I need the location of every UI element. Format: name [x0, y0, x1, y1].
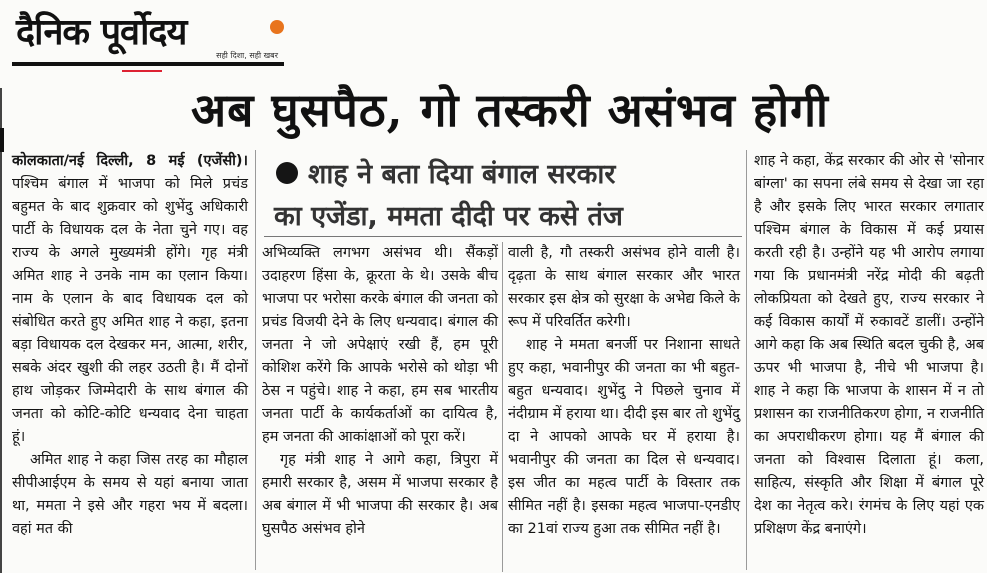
article-paragraph: शाह ने कहा, केंद्र सरकार की ओर से 'सोनार बांग्ला' का सपना लंबे समय से देखा जा रहा है और इसके लिए भारत सरकार लगातार पश्चिम बंगाल के विकास में कई प्रयास करती रही है। उन्होंने यह भी आरोप लगाया गया कि प्रधानमंत्री नरेंद्र मोदी की बढ़ती लोकप्रियता को देखते हुए, राज्य सरकार ने कई विकास कार्यों में रुकावटें डालीं। उन्होंने आगे कहा कि अब स्थिति बदल चुकी है, अब ऊपर भी भाजपा है, नीचे भी भाजपा है। शाह ने कहा कि भाजपा के शासन में न तो प्रशासन का राजनीतिकरण होगा, न राजनीति का अपराधीकरण होगा। यह मैं बंगाल की जनता को विश्वास दिलाता हूं। कला, साहित्य, संस्कृति और शिक्षा में बंगाल पूरे देश का नेतृत्व करे। रंगमंच के लिए यहां एक प्रशिक्षण केंद्र बनाएंगे।	[754, 153, 984, 537]
subheadline-divider	[264, 236, 742, 237]
column-divider	[255, 150, 256, 570]
article-paragraph	[12, 150, 248, 449]
article-column-3	[508, 242, 740, 541]
masthead-rule	[12, 62, 284, 66]
article-paragraph: गृह मंत्री शाह ने आगे कहा, त्रिपुरा में हमारी सरकार है, असम में भाजपा सरकार है अब बंगाल में भी भाजपा की सरकार है। अब घुसपैठ असंभव होने	[262, 452, 498, 537]
subheadline-line-1: शाह ने बता दिया बंगाल सरकार	[308, 159, 616, 190]
article-paragraph: शाह ने ममता बनर्जी पर निशाना साधते हुए कहा, भवानीपुर की जनता का भी बहुत-बहुत धन्यवाद। शुभेंदु ने पिछले चुनाव में नंदीग्राम में हराया था। दीदी इस बार तो शुभेंदु दा ने आपको आपके घर में हराया है। भवानीपुर की जनता का दिल से धन्यवाद। इस जीत का महत्व पार्टी के विस्तार तक सीमित नहीं है। इसका महत्व भाजपा-एनडीए का 21वां राज्य हुआ तक सीमित नहीं है।	[508, 337, 740, 537]
newspaper-logo: दैनिक पूर्वोदय	[16, 12, 187, 53]
article-paragraph: अमित शाह ने कहा जिस तरह का मौहाल सीपीआईएम के समय से यहां बनाया जाता था, ममता ने इसे और गहरा भय में बदला। वहां मत की	[12, 452, 248, 537]
bullet-icon	[276, 162, 298, 184]
article-paragraph: अभिव्यक्ति लगभग असंभव थी। सैंकड़ों उदाहरण हिंसा के, क्रूरता के थे। उसके बीच भाजपा पर भरोसा करके बंगाल की जनता को प्रचंड विजयी देने के लिए धन्यवाद। बंगाल की जनता ने जो अपेक्षाएं रखी हैं, हम पूरी कोशिश करेंगे कि आपके भरोसे को थोड़ा भी ठेस न पहुंचे। शाह ने कहा, हम सब भारतीय जनता पार्टी के कार्यकर्ताओं का दायित्व है, हम जनता की आकांक्षाओं को पूरा करें।	[262, 245, 498, 445]
logo-sun-dot	[270, 20, 284, 34]
article-column-1	[12, 150, 248, 541]
article-headline: अब घुसपैठ, गो तस्करी असंभव होगी	[191, 83, 829, 137]
column-divider	[746, 150, 747, 570]
subheadline-line-2: का एजेंडा, ममता दीदी पर कसे तंज	[274, 201, 623, 232]
paragraph-text: पश्चिम बंगाल में भाजपा को मिले प्रचंड बहुमत के बाद शुक्रवार को शुभेंदु अधिकारी पार्टी के विधायक दल के नेता चुने गए। वह राज्य के अगले मुख्यमंत्री होंगे। गृह मंत्री अमित शाह ने उनके नाम का एलान किया। नाम के एलान के बाद विधायक दल को संबोधित करते हुए अमित शाह ने कहा, इतना बड़ा विधायक दल देखकर मन, आत्मा, शरीर, सबके अंदर खुशी की लहर उठती है। मैं दोनों हाथ जोड़कर जिम्मेदारी के साथ बंगाल की जनता को कोटि-कोटि धन्यवाद देना चाहता हूं।	[12, 176, 248, 445]
article-column-4	[754, 150, 984, 541]
page-edge-rule	[0, 88, 2, 573]
article-paragraph: वाली है, गौ तस्करी असंभव होने वाली है। दृढ़ता के साथ बंगाल सरकार और भारत सरकार इस क्षेत्र को सुरक्षा के अभेद्य किले के रूप में परिवर्तित करेगी।	[508, 245, 740, 330]
masthead-accent-rule	[122, 70, 162, 72]
masthead	[12, 6, 284, 68]
newspaper-tagline: सही दिशा, सही खबर	[216, 51, 278, 60]
subheadline-box	[264, 152, 742, 236]
article-column-2	[262, 242, 498, 541]
column-divider	[502, 242, 503, 572]
dateline: कोलकाता/नई दिल्ली, 8 मई (एजेंसी)।	[12, 153, 248, 169]
page-edge-marker	[0, 128, 4, 152]
